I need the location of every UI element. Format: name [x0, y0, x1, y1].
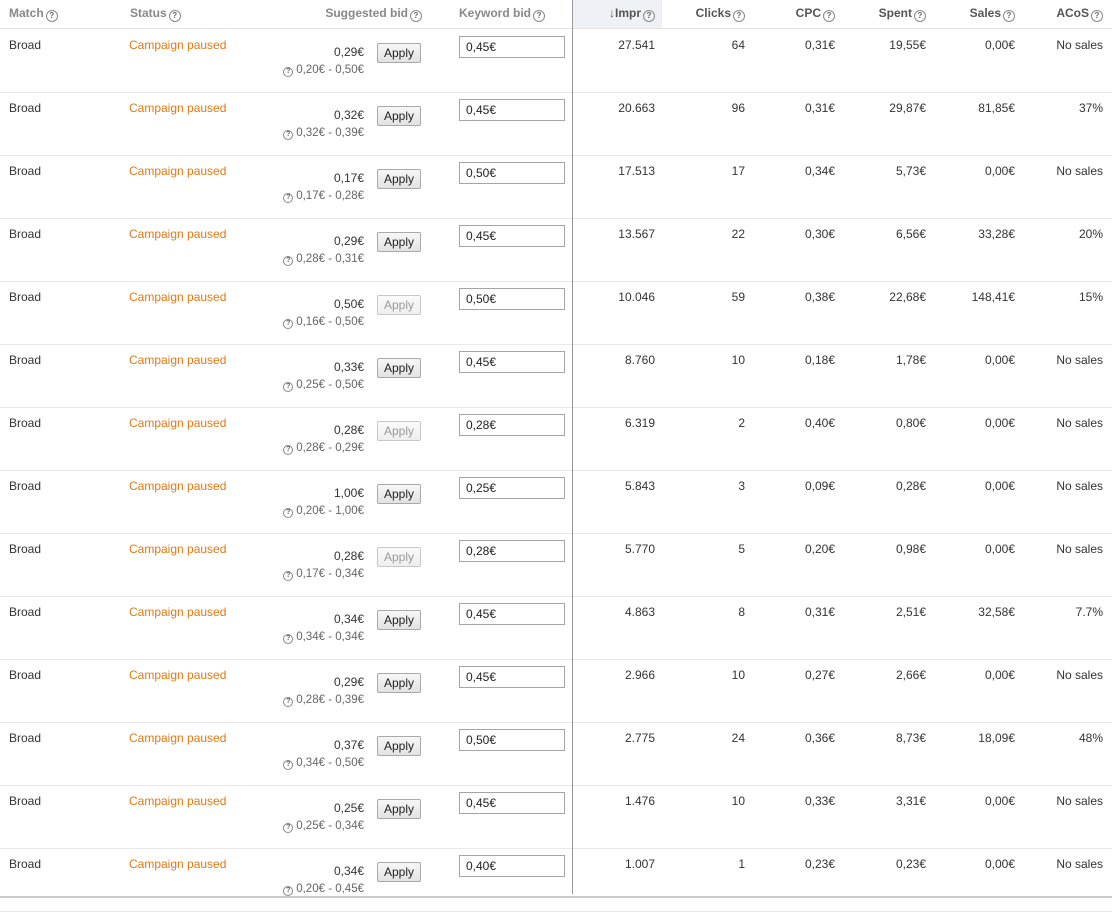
column-divider	[572, 0, 573, 894]
match-type: Broad	[9, 542, 42, 556]
help-icon[interactable]: ?	[283, 571, 293, 581]
match-type: Broad	[9, 479, 42, 493]
suggested-bid-range-text: 0,20€ - 1,00€	[296, 505, 364, 517]
match-type: Broad	[9, 857, 42, 871]
impressions-value: 1.007	[624, 857, 655, 871]
match-type: Broad	[9, 668, 42, 682]
keyword-bid-input[interactable]	[459, 414, 565, 436]
status-text: Campaign paused	[129, 668, 227, 682]
acos-value: 48%	[1078, 731, 1103, 745]
apply-button[interactable]: Apply	[377, 295, 421, 315]
help-icon[interactable]: ?	[283, 697, 293, 707]
suggested-bid-range-text: 0,25€ - 0,50€	[296, 379, 364, 391]
clicks-value: 10	[731, 668, 745, 682]
match-type: Broad	[9, 290, 42, 304]
help-icon[interactable]: ?	[283, 67, 293, 77]
keyword-bid-input[interactable]	[459, 36, 565, 58]
column-header-clicks-label: Clicks	[695, 6, 731, 20]
sales-value: 0,00€	[984, 416, 1015, 430]
suggested-bid-value: 0,50€	[333, 297, 364, 311]
spent-value: 8,73€	[895, 731, 926, 745]
suggested-bid-value: 0,34€	[333, 864, 364, 878]
help-icon[interactable]: ?	[283, 760, 293, 770]
apply-button[interactable]: Apply	[377, 421, 421, 441]
clicks-value: 10	[731, 794, 745, 808]
status-text: Campaign paused	[129, 164, 227, 178]
table-row	[0, 470, 1112, 534]
impressions-value: 27.541	[618, 38, 655, 52]
help-icon[interactable]: ?	[169, 10, 181, 22]
column-header-match-label: Match	[9, 6, 44, 20]
status-text: Campaign paused	[129, 101, 227, 115]
spent-value: 5,73€	[895, 164, 926, 178]
table-row	[0, 848, 1112, 912]
column-header-impr-label: Impr	[614, 6, 641, 20]
status-text: Campaign paused	[129, 479, 227, 493]
table-row	[0, 155, 1112, 219]
suggested-bid-range-text: 0,25€ - 0,34€	[296, 820, 364, 832]
acos-value: No sales	[1056, 353, 1103, 367]
keyword-bid-input[interactable]	[459, 288, 565, 310]
keyword-bid-input[interactable]	[459, 351, 565, 373]
cpc-value: 0,20€	[804, 542, 835, 556]
help-icon[interactable]: ?	[283, 823, 293, 833]
spent-value: 1,78€	[895, 353, 926, 367]
suggested-bid-range-text: 0,34€ - 0,34€	[296, 631, 364, 643]
help-icon[interactable]: ?	[283, 193, 293, 203]
suggested-bid-range-text: 0,16€ - 0,50€	[296, 316, 364, 328]
suggested-bid-range	[283, 190, 364, 203]
clicks-value: 59	[731, 290, 745, 304]
apply-button[interactable]: Apply	[377, 484, 421, 504]
column-header-sales[interactable]	[970, 6, 1015, 22]
impressions-value: 10.046	[618, 290, 655, 304]
acos-value: No sales	[1056, 164, 1103, 178]
suggested-bid-value: 0,17€	[333, 171, 364, 185]
suggested-bid-value: 0,28€	[333, 549, 364, 563]
spent-value: 19,55€	[889, 38, 926, 52]
help-icon[interactable]: ?	[1003, 10, 1015, 22]
cpc-value: 0,27€	[804, 668, 835, 682]
impressions-value: 20.663	[618, 101, 655, 115]
acos-value: No sales	[1056, 38, 1103, 52]
suggested-bid-value: 0,29€	[333, 45, 364, 59]
keyword-bid-input[interactable]	[459, 729, 565, 751]
keyword-bid-input[interactable]	[459, 666, 565, 688]
status-text: Campaign paused	[129, 542, 227, 556]
cpc-value: 0,33€	[804, 794, 835, 808]
table-row	[0, 722, 1112, 786]
spent-value: 0,28€	[895, 479, 926, 493]
match-type: Broad	[9, 164, 42, 178]
impressions-value: 5.843	[624, 479, 655, 493]
spent-value: 0,80€	[895, 416, 926, 430]
keyword-bid-input[interactable]	[459, 477, 565, 499]
cpc-value: 0,40€	[804, 416, 835, 430]
match-type: Broad	[9, 38, 42, 52]
suggested-bid-range-text: 0,20€ - 0,45€	[296, 883, 364, 895]
column-header-status-label: Status	[130, 6, 167, 20]
sales-value: 148,41€	[971, 290, 1015, 304]
apply-button[interactable]: Apply	[377, 610, 421, 630]
help-icon[interactable]: ?	[283, 382, 293, 392]
suggested-bid-value: 0,33€	[333, 360, 364, 374]
cpc-value: 0,31€	[804, 605, 835, 619]
keyword-bid-input[interactable]	[459, 540, 565, 562]
spent-value: 29,87€	[889, 101, 926, 115]
match-type: Broad	[9, 731, 42, 745]
acos-value: 20%	[1078, 227, 1103, 241]
suggested-bid-range	[283, 694, 364, 707]
match-type: Broad	[9, 605, 42, 619]
help-icon[interactable]: ?	[283, 319, 293, 329]
impressions-value: 2.775	[624, 731, 655, 745]
sort-descending-icon: ↓	[608, 6, 615, 20]
impressions-value: 4.863	[624, 605, 655, 619]
column-header-suggested-bid[interactable]	[325, 6, 422, 22]
table-row	[0, 29, 1112, 93]
apply-button[interactable]: Apply	[377, 232, 421, 252]
status-text: Campaign paused	[129, 857, 227, 871]
suggested-bid-range	[283, 883, 364, 896]
suggested-bid-range-text: 0,34€ - 0,50€	[296, 757, 364, 769]
clicks-value: 2	[738, 416, 745, 430]
match-type: Broad	[9, 353, 42, 367]
sales-value: 0,00€	[984, 542, 1015, 556]
column-header-spent[interactable]	[879, 6, 926, 22]
suggested-bid-range-text: 0,28€ - 0,31€	[296, 253, 364, 265]
keyword-bid-input[interactable]	[459, 162, 565, 184]
help-icon[interactable]: ?	[46, 10, 58, 22]
acos-value: No sales	[1056, 794, 1103, 808]
spent-value: 3,31€	[895, 794, 926, 808]
column-header-acos-label: ACoS	[1056, 6, 1089, 20]
spent-value: 22,68€	[889, 290, 926, 304]
acos-value: No sales	[1056, 668, 1103, 682]
suggested-bid-range-text: 0,32€ - 0,39€	[296, 127, 364, 139]
clicks-value: 8	[738, 605, 745, 619]
apply-button[interactable]: Apply	[377, 862, 421, 882]
table-row	[0, 533, 1112, 597]
suggested-bid-value: 0,25€	[333, 801, 364, 815]
match-type: Broad	[9, 227, 42, 241]
column-header-keyword-bid-label: Keyword bid	[459, 6, 532, 20]
suggested-bid-value: 0,28€	[333, 423, 364, 437]
suggested-bid-value: 0,29€	[333, 234, 364, 248]
suggested-bid-range	[283, 568, 364, 581]
status-text: Campaign paused	[129, 731, 227, 745]
help-icon[interactable]: ?	[283, 130, 293, 140]
clicks-value: 5	[738, 542, 745, 556]
suggested-bid-range	[283, 631, 364, 644]
help-icon[interactable]: ?	[1091, 10, 1103, 22]
table-row	[0, 218, 1112, 282]
spent-value: 6,56€	[895, 227, 926, 241]
apply-button[interactable]: Apply	[377, 736, 421, 756]
help-icon[interactable]: ?	[823, 10, 835, 22]
impressions-value: 6.319	[624, 416, 655, 430]
acos-value: No sales	[1056, 857, 1103, 871]
suggested-bid-range-text: 0,28€ - 0,39€	[296, 694, 364, 706]
spent-value: 2,51€	[895, 605, 926, 619]
status-text: Campaign paused	[129, 794, 227, 808]
clicks-value: 22	[731, 227, 745, 241]
cpc-value: 0,36€	[804, 731, 835, 745]
suggested-bid-value: 0,34€	[333, 612, 364, 626]
keyword-bid-input[interactable]	[459, 225, 565, 247]
column-header-sales-label: Sales	[969, 6, 1001, 20]
impressions-value: 1.476	[624, 794, 655, 808]
column-header-suggested-bid-label: Suggested bid	[325, 6, 408, 20]
clicks-value: 3	[738, 479, 745, 493]
sales-value: 18,09€	[978, 731, 1015, 745]
column-header-clicks[interactable]	[696, 6, 745, 22]
sales-value: 0,00€	[984, 164, 1015, 178]
table-row	[0, 344, 1112, 408]
help-icon[interactable]: ?	[283, 886, 293, 896]
help-icon[interactable]: ?	[283, 256, 293, 266]
status-text: Campaign paused	[129, 605, 227, 619]
suggested-bid-range-text: 0,28€ - 0,29€	[296, 442, 364, 454]
sales-value: 0,00€	[984, 353, 1015, 367]
clicks-value: 64	[731, 38, 745, 52]
apply-button[interactable]: Apply	[377, 169, 421, 189]
status-text: Campaign paused	[129, 416, 227, 430]
suggested-bid-range	[283, 505, 364, 518]
table-row	[0, 596, 1112, 660]
status-text: Campaign paused	[129, 38, 227, 52]
apply-button[interactable]: Apply	[377, 106, 421, 126]
suggested-bid-range	[283, 64, 364, 77]
suggested-bid-range	[283, 253, 364, 266]
sales-value: 33,28€	[978, 227, 1015, 241]
keyword-bid-input[interactable]	[459, 855, 565, 877]
match-type: Broad	[9, 101, 42, 115]
cpc-value: 0,18€	[804, 353, 835, 367]
cpc-value: 0,31€	[804, 101, 835, 115]
table-row	[0, 659, 1112, 723]
impressions-value: 2.966	[624, 668, 655, 682]
clicks-value: 96	[731, 101, 745, 115]
apply-button[interactable]: Apply	[377, 547, 421, 567]
apply-button[interactable]: Apply	[377, 43, 421, 63]
column-header-acos[interactable]	[1056, 6, 1103, 22]
column-header-cpc[interactable]	[796, 6, 835, 22]
table-row	[0, 785, 1112, 849]
impressions-value: 17.513	[618, 164, 655, 178]
column-header-keyword-bid[interactable]	[459, 6, 545, 22]
sales-value: 32,58€	[978, 605, 1015, 619]
suggested-bid-value: 0,32€	[333, 108, 364, 122]
cpc-value: 0,23€	[804, 857, 835, 871]
clicks-value: 24	[731, 731, 745, 745]
column-header-cpc-label: CPC	[795, 6, 821, 20]
status-text: Campaign paused	[129, 227, 227, 241]
help-icon[interactable]: ?	[733, 10, 745, 22]
help-icon[interactable]: ?	[283, 508, 293, 518]
help-icon[interactable]: ?	[410, 10, 422, 22]
match-type: Broad	[9, 416, 42, 430]
suggested-bid-range-text: 0,17€ - 0,34€	[296, 568, 364, 580]
acos-value: No sales	[1056, 542, 1103, 556]
clicks-value: 10	[731, 353, 745, 367]
keyword-bid-input[interactable]	[459, 603, 565, 625]
cpc-value: 0,30€	[804, 227, 835, 241]
cpc-value: 0,09€	[804, 479, 835, 493]
horizontal-scrollbar[interactable]	[0, 896, 1112, 898]
help-icon[interactable]: ?	[283, 634, 293, 644]
help-icon[interactable]: ?	[643, 10, 655, 22]
help-icon[interactable]: ?	[283, 445, 293, 455]
match-type: Broad	[9, 794, 42, 808]
help-icon[interactable]: ?	[914, 10, 926, 22]
table-row	[0, 92, 1112, 156]
acos-value: 15%	[1078, 290, 1103, 304]
cpc-value: 0,31€	[804, 38, 835, 52]
cpc-value: 0,38€	[804, 290, 835, 304]
impressions-value: 13.567	[618, 227, 655, 241]
column-header-spent-label: Spent	[878, 6, 912, 20]
suggested-bid-range-text: 0,17€ - 0,28€	[296, 190, 364, 202]
sales-value: 0,00€	[984, 38, 1015, 52]
sales-value: 0,00€	[984, 668, 1015, 682]
cpc-value: 0,34€	[804, 164, 835, 178]
keyword-bid-input[interactable]	[459, 792, 565, 814]
apply-button[interactable]: Apply	[377, 799, 421, 819]
suggested-bid-range	[283, 757, 364, 770]
table-row	[0, 407, 1112, 471]
spent-value: 0,23€	[895, 857, 926, 871]
spent-value: 0,98€	[895, 542, 926, 556]
clicks-value: 1	[738, 857, 745, 871]
keyword-bid-input[interactable]	[459, 99, 565, 121]
suggested-bid-range	[283, 442, 364, 455]
help-icon[interactable]: ?	[533, 10, 545, 22]
spent-value: 2,66€	[895, 668, 926, 682]
column-header-match[interactable]	[9, 6, 58, 22]
sales-value: 0,00€	[984, 857, 1015, 871]
suggested-bid-range	[283, 379, 364, 392]
acos-value: 7.7%	[1075, 605, 1103, 619]
suggested-bid-value: 0,29€	[333, 675, 364, 689]
suggested-bid-value: 1,00€	[333, 486, 364, 500]
impressions-value: 5.770	[624, 542, 655, 556]
table-row	[0, 281, 1112, 345]
sales-value: 0,00€	[984, 794, 1015, 808]
sales-value: 81,85€	[978, 101, 1015, 115]
clicks-value: 17	[731, 164, 745, 178]
status-text: Campaign paused	[129, 290, 227, 304]
apply-button[interactable]: Apply	[377, 673, 421, 693]
suggested-bid-value: 0,37€	[333, 738, 364, 752]
acos-value: 37%	[1078, 101, 1103, 115]
impressions-value: 8.760	[624, 353, 655, 367]
status-text: Campaign paused	[129, 353, 227, 367]
suggested-bid-range	[283, 820, 364, 833]
sales-value: 0,00€	[984, 479, 1015, 493]
suggested-bid-range	[283, 316, 364, 329]
table-header	[0, 0, 1112, 29]
suggested-bid-range	[283, 127, 364, 140]
suggested-bid-range-text: 0,20€ - 0,50€	[296, 64, 364, 76]
acos-value: No sales	[1056, 416, 1103, 430]
column-header-impr[interactable]	[609, 6, 655, 22]
acos-value: No sales	[1056, 479, 1103, 493]
column-header-status[interactable]	[130, 6, 181, 22]
apply-button[interactable]: Apply	[377, 358, 421, 378]
